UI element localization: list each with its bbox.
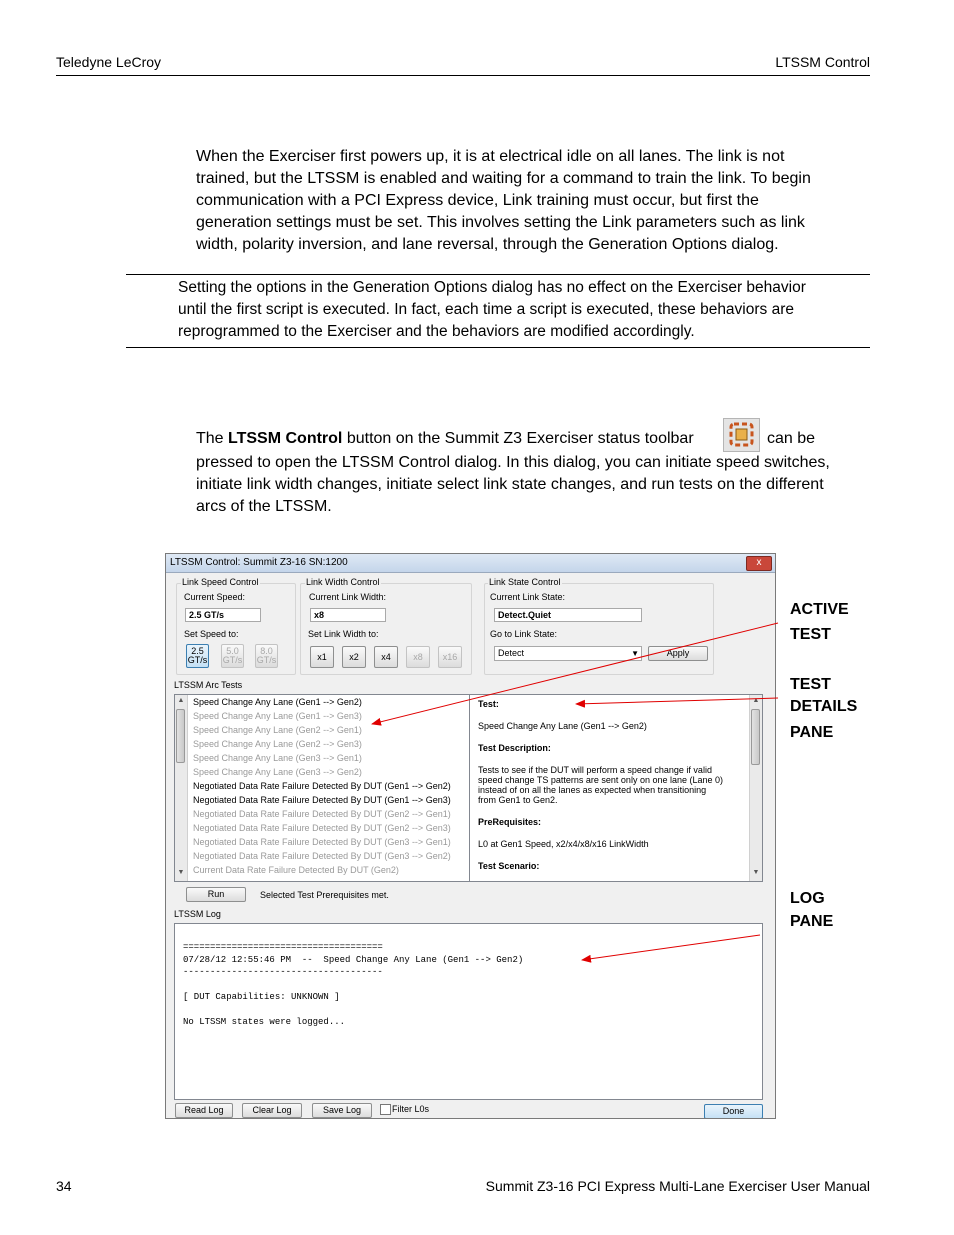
- detail-heading: Test:: [478, 699, 499, 709]
- apply-button[interactable]: Apply: [648, 646, 708, 661]
- close-button[interactable]: x: [746, 556, 772, 571]
- arc-test-item[interactable]: Negotiated Data Rate Failure Detected By DUT (Gen2 --> Gen1): [193, 809, 451, 819]
- callout-active-test: ACTIVE TEST: [790, 601, 849, 643]
- detail-heading: Test Scenario:: [478, 861, 540, 871]
- speed-8-0-button[interactable]: 8.0 GT/s: [255, 644, 278, 668]
- arc-test-item-selected[interactable]: Speed Change Any Lane (Gen1 --> Gen2): [193, 697, 362, 707]
- current-state-field: Detect.Quiet: [494, 608, 642, 622]
- filter-l0s-label: Filter L0s: [392, 1104, 430, 1114]
- detail-text: Speed Change Any Lane (Gen1 --> Gen2): [478, 721, 647, 731]
- arc-test-item[interactable]: Negotiated Data Rate Failure Detected By DUT (Gen1 --> Gen3): [193, 795, 451, 805]
- arc-test-item[interactable]: Speed Change Any Lane (Gen2 --> Gen3): [193, 739, 362, 749]
- scroll-up-icon[interactable]: ▲: [177, 697, 185, 704]
- link-state-select[interactable]: Detect ▼: [494, 646, 642, 661]
- current-speed-label: Current Speed:: [184, 592, 246, 602]
- clear-log-button[interactable]: Clear Log: [242, 1103, 302, 1118]
- current-state-label: Current Link State:: [490, 592, 566, 602]
- width-x16-button[interactable]: x16: [438, 646, 462, 668]
- link-speed-group-label: Link Speed Control: [182, 577, 259, 587]
- run-button[interactable]: Run: [186, 887, 246, 902]
- ltssm-line: pressed to open the LTSSM Control dialog. In this dialog, you can initiate speed switches,: [196, 454, 830, 471]
- arc-test-item[interactable]: Negotiated Data Rate Failure Detected By DUT (Gen2 --> Gen3): [193, 823, 451, 833]
- run-status-text: Selected Test Prerequisites met.: [260, 890, 389, 900]
- ltssm-control-term: LTSSM Control: [228, 430, 343, 447]
- width-x4-button[interactable]: x4: [374, 646, 398, 668]
- scroll-down-icon[interactable]: ▼: [752, 869, 760, 876]
- detail-heading: Test Description:: [478, 743, 551, 753]
- current-width-field: x8: [310, 608, 386, 622]
- intro-line: When the Exerciser first powers up, it is at electrical idle on all lanes. The link is not: [196, 148, 785, 165]
- arc-test-item[interactable]: Negotiated Data Rate Failure Detected By DUT (Gen1 --> Gen2): [193, 781, 451, 791]
- set-speed-label: Set Speed to:: [184, 629, 239, 639]
- detail-text: L0 at Gen1 Speed, x2/x4/x8/x16 LinkWidth: [478, 839, 649, 849]
- intro-line: generation settings must be set. This involves setting the Link parameters such as link: [196, 214, 805, 231]
- set-width-label: Set Link Width to:: [308, 629, 379, 639]
- arc-tests-label: LTSSM Arc Tests: [174, 680, 243, 690]
- arc-test-item[interactable]: Speed Change Any Lane (Gen3 --> Gen2): [193, 767, 362, 777]
- intro-line: width, polarity inversion, and lane reversal, through the Generation Options dialog.: [196, 236, 779, 253]
- log-label: LTSSM Log: [174, 909, 221, 919]
- save-log-button[interactable]: Save Log: [312, 1103, 372, 1118]
- scroll-down-icon[interactable]: ▼: [177, 869, 185, 876]
- arc-test-item[interactable]: Negotiated Data Rate Failure Detected By DUT (Gen3 --> Gen1): [193, 837, 451, 847]
- link-width-group-label: Link Width Control: [306, 577, 380, 587]
- ltssm-line-tail: can be: [767, 430, 816, 447]
- header-right: LTSSM Control: [775, 54, 870, 70]
- arc-test-item[interactable]: Negotiated Data Rate Failure Detected By DUT (Gen3 --> Gen2): [193, 851, 451, 861]
- detail-text: from Gen1 to Gen2.: [478, 795, 558, 805]
- current-width-label: Current Link Width:: [309, 592, 387, 602]
- detail-text: instead of on all the lanes as expected when transitioning: [478, 785, 707, 795]
- callout-log-pane: LOG PANE: [790, 890, 834, 930]
- speed-5-0-button[interactable]: 5.0 GT/s: [221, 644, 244, 668]
- callout-test-details-pane: TEST DETAILS PANE: [790, 676, 858, 741]
- width-x1-button[interactable]: x1: [310, 646, 334, 668]
- detail-heading: PreRequisites:: [478, 817, 542, 827]
- dialog-title: LTSSM Control: Summit Z3-16 SN:1200: [170, 557, 348, 568]
- log-line: No LTSSM states were logged...: [183, 1017, 346, 1027]
- arrow-log-pane: [582, 935, 760, 960]
- page-number: 34: [56, 1178, 72, 1194]
- read-log-button[interactable]: Read Log: [175, 1103, 233, 1118]
- intro-line: trained, but the LTSSM is enabled and waiting for a command to train the link. To begin: [196, 170, 811, 187]
- footer-title: Summit Z3-16 PCI Express Multi-Lane Exerciser User Manual: [485, 1178, 870, 1194]
- arrow-test-details: [576, 698, 778, 704]
- link-state-group-label: Link State Control: [489, 577, 561, 587]
- current-speed-field: 2.5 GT/s: [185, 608, 261, 622]
- speed-2-5-button[interactable]: 2.5 GT/s: [186, 644, 209, 668]
- goto-state-label: Go to Link State:: [490, 629, 558, 639]
- width-x2-button[interactable]: x2: [342, 646, 366, 668]
- ltssm-line: initiate link width changes, initiate select link state changes, and run tests on the different: [196, 476, 824, 493]
- arc-test-item[interactable]: Speed Change Any Lane (Gen3 --> Gen1): [193, 753, 362, 763]
- chevron-down-icon: ▼: [631, 649, 639, 658]
- note-line: until the first script is executed. In fact, each time a script is executed, these behaviors are: [178, 301, 794, 318]
- note-line: reprogrammed to the Exerciser and the behaviors are modified accordingly.: [178, 323, 695, 340]
- arrow-active-test: [372, 623, 778, 724]
- log-line: [ DUT Capabilities: UNKNOWN ]: [183, 992, 340, 1002]
- arc-test-item[interactable]: Speed Change Any Lane (Gen1 --> Gen3): [193, 711, 362, 721]
- log-line: =====================================: [183, 942, 383, 952]
- ltssm-line: arcs of the LTSSM.: [196, 498, 332, 515]
- width-x8-button[interactable]: x8: [406, 646, 430, 668]
- log-line: -------------------------------------: [183, 967, 383, 977]
- detail-text: speed change TS patterns are sent only on one lane (Lane 0): [478, 775, 724, 785]
- note-line: Setting the options in the Generation Options dialog has no effect on the Exerciser behavior: [178, 279, 806, 296]
- header-left: Teledyne LeCroy: [56, 54, 162, 70]
- detail-text: Tests to see if the DUT will perform a speed change if valid: [478, 765, 712, 775]
- scroll-up-icon[interactable]: ▲: [752, 697, 760, 704]
- log-line: 07/28/12 12:55:46 PM -- Speed Change Any Lane (Gen1 --> Gen2): [183, 954, 524, 965]
- arc-test-item[interactable]: Speed Change Any Lane (Gen2 --> Gen1): [193, 725, 362, 735]
- intro-line: communication with a PCI Express device, Link training must occur, but first the: [196, 192, 759, 209]
- done-button[interactable]: Done: [704, 1104, 763, 1119]
- arc-test-item[interactable]: Current Data Rate Failure Detected By DUT (Gen2): [193, 865, 399, 875]
- ltssm-first-line: The LTSSM Control button on the Summit Z3 Exerciser status toolbar: [196, 430, 694, 447]
